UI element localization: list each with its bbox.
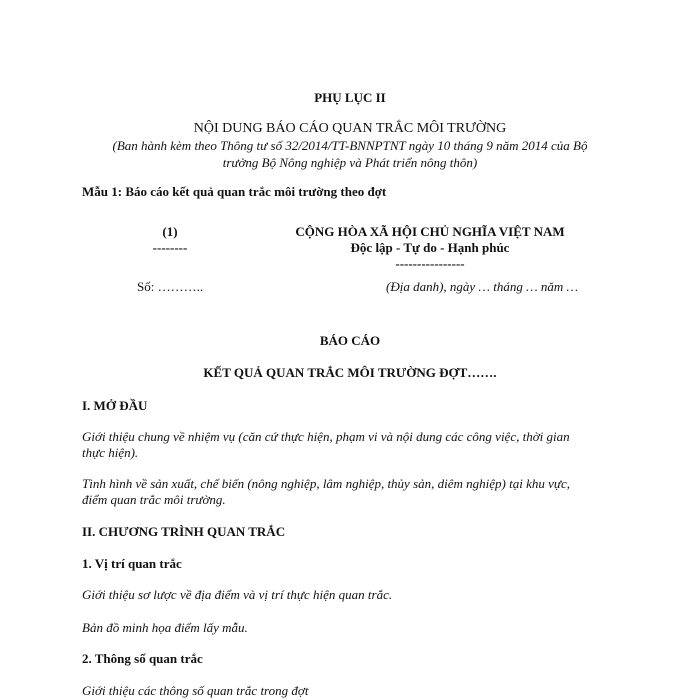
place-date: (Địa danh), ngày … tháng … năm … xyxy=(386,279,579,294)
report-subtitle: KẾT QUẢ QUAN TRẮC MÔI TRƯỜNG ĐỢT……. xyxy=(203,365,497,380)
country-name: CỘNG HÒA XÃ HỘI CHỦ NGHĨA VIỆT NAM xyxy=(295,224,565,239)
subsection-2-1-paragraph-1: Giới thiệu sơ lược về địa điểm và vị trí thực hiện quan trắc. xyxy=(82,587,393,602)
subsection-2-1-paragraph-2: Bản đồ minh họa điểm lấy mẫu. xyxy=(82,620,248,635)
issuance-line-2: trưởng Bộ Nông nghiệp và Phát triển nông thôn) xyxy=(222,155,478,170)
subsection-2-2-paragraph-1: Giới thiệu các thông số quan trắc trong đợt xyxy=(82,683,309,698)
section-2-heading: II. CHƯƠNG TRÌNH QUAN TRẮC xyxy=(82,524,286,539)
section-1-paragraph-2-line-2: điểm quan trắc môi trường. xyxy=(82,492,226,507)
appendix-title: PHỤ LỤC II xyxy=(314,90,386,105)
agency-dashes: -------- xyxy=(152,240,188,255)
section-1-paragraph-2-line-1: Tình hình về sản xuất, chế biến (nông nghiệp, lâm nghiệp, thủy sản, diêm nghiệp) tại khu vực, xyxy=(82,476,570,491)
section-1-paragraph-1-line-2: thực hiện). xyxy=(82,445,139,460)
content-title: NỘI DUNG BÁO CÁO QUAN TRẮC MÔI TRƯỜNG xyxy=(193,121,507,136)
report-title: BÁO CÁO xyxy=(319,333,381,348)
agency-code: (1) xyxy=(162,224,178,239)
section-1-heading: I. MỞ ĐẦU xyxy=(82,398,148,413)
form-title: Mẫu 1: Báo cáo kết quả quan trắc môi trường theo đợt xyxy=(82,184,387,199)
subsection-2-1-heading: 1. Vị trí quan trắc xyxy=(82,556,182,571)
section-1-paragraph-1-line-1: Giới thiệu chung về nhiệm vụ (căn cứ thực hiện, phạm vi và nội dung các công việc, thời gian xyxy=(82,429,570,444)
subsection-2-2-heading: 2. Thông số quan trắc xyxy=(82,651,203,666)
national-motto: Độc lập - Tự do - Hạnh phúc xyxy=(350,240,510,255)
motto-dashes: ---------------- xyxy=(395,256,465,271)
document-number: Số: ……….. xyxy=(137,279,204,294)
issuance-line-1: (Ban hành kèm theo Thông tư số 32/2014/TT-BNNPTNT ngày 10 tháng 9 năm 2014 của Bộ xyxy=(112,138,588,153)
